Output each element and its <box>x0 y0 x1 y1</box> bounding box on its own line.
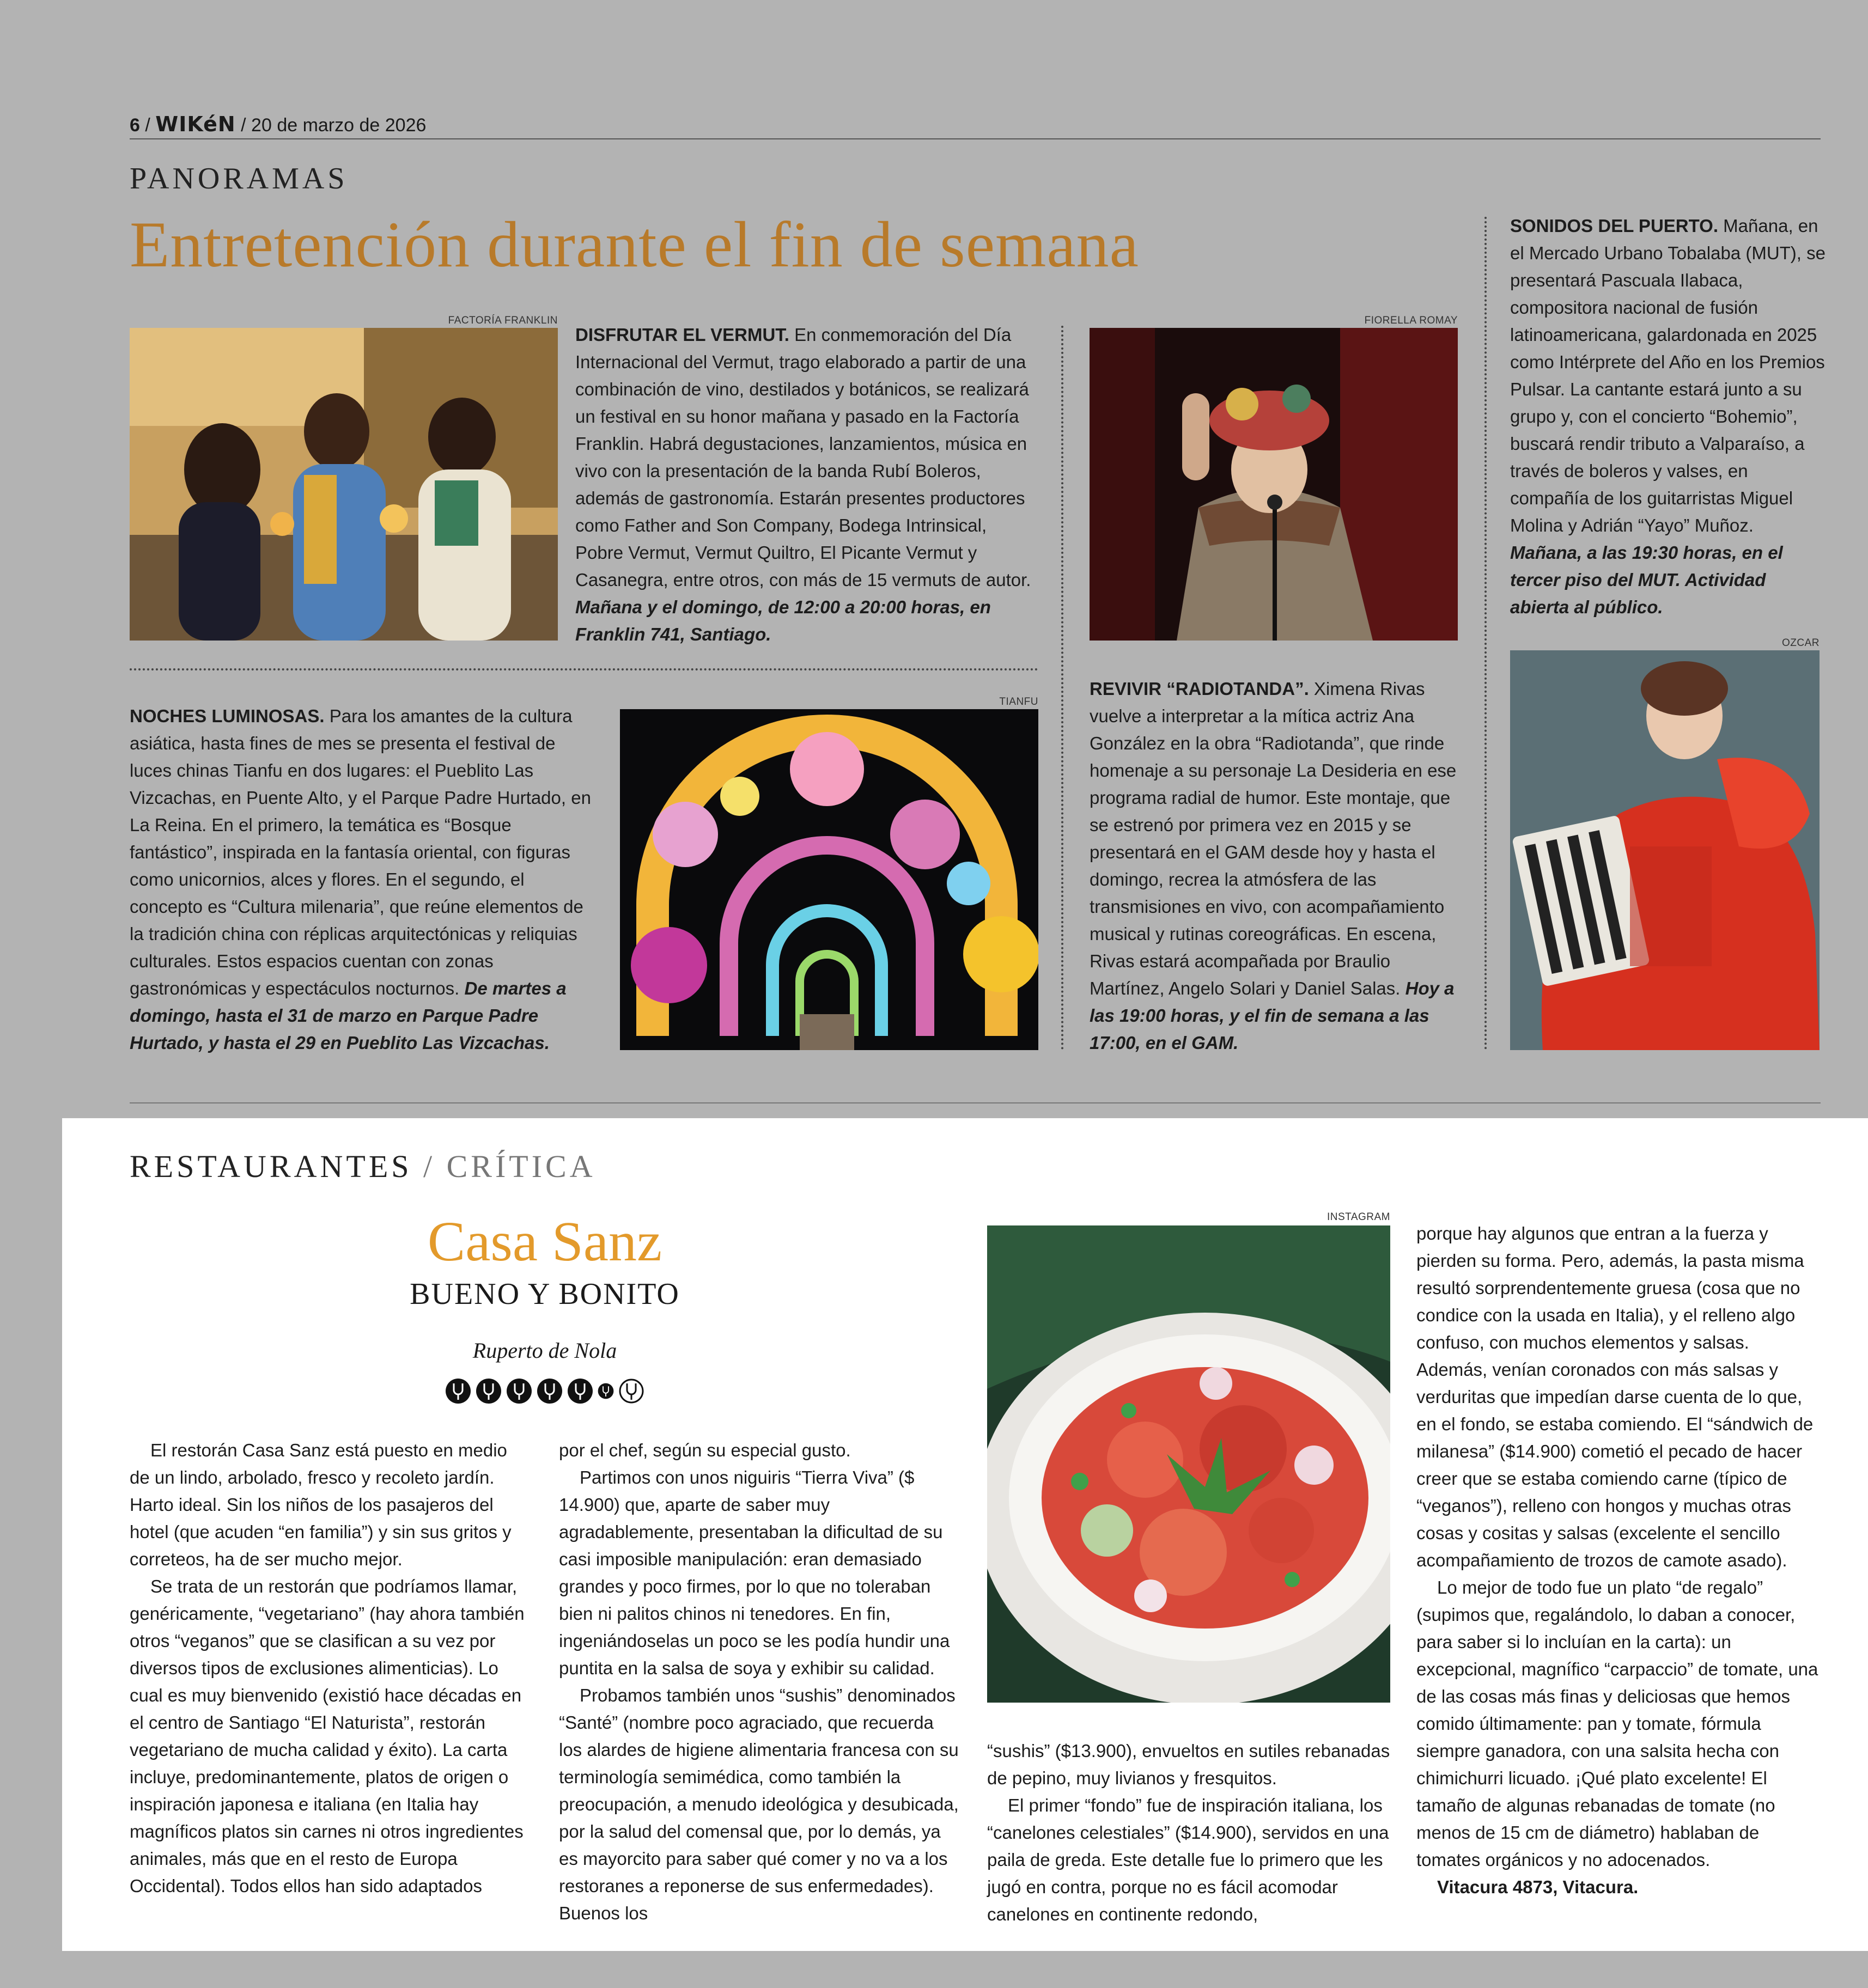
restaurant-tagline: BUENO Y BONITO <box>410 1277 680 1311</box>
vermut-lead: DISFRUTAR EL VERMUT. <box>575 325 789 345</box>
divider-dotted-vertical-2 <box>1484 217 1487 1050</box>
article-noches <box>130 703 593 1057</box>
section-restaurantes-label: RESTAURANTES <box>130 1149 412 1184</box>
review-column-2 <box>559 1437 960 1927</box>
radiotanda-photo <box>1090 328 1458 641</box>
radiotanda-text: Ximena Rivas vuelve a interpretar a la mítica actriz Ana González en la obra “Radiotanda”, que rinde homenaje a su personaje La Desideria en ese programa radial de humor. Este montaje, que se estrenó por primera vez en 2015 y se presentará en el GAM desde hoy y hasta el domingo, recrea la atmósfera de las transmisiones en vivo, con acompañamiento musical y rutinas coreográficas. En escena, Rivas estará acompañada por Braulio Martínez, Angelo Solari y Daniel Salas. <box>1090 679 1457 998</box>
lanterns-photo <box>620 709 1038 1050</box>
photo-credit-sonidos: OZCAR <box>1782 637 1820 649</box>
accordion-photo-illustration <box>1510 650 1820 1050</box>
noches-text: Para los amantes de la cultura asiática, hasta fines de mes se presenta el festival de luces chinas Tianfu en dos lugares: el Pueblito Las Vizcachas, en Puente Alto, y el Parque Padre Hurtado, en La Reina. En el primero, la temática es “Bosque fantástico”, inspirada en la fantasía oriental, con figuras como unicornios, alces y flores. En el segundo, el concepto es “Cultura milenaria”, que reúne elementos de la tradición china con réplicas arquitectónicas y reliquias culturales. Estos espacios cuentan con zonas gastronómicas y espectáculos nocturnos. <box>130 706 591 998</box>
review-col4-paragraph: porque hay algunos que entran a la fuerza y pierden su forma. Pero, además, la pasta misma resultó sorprendentemente gruesa (cosa que no condice con la usada en Italia), y el relleno algo confuso, con muchos elementos y salsas. Además, venían coronados con más salsas y verduritas que impedían darse cuenta de lo que, en el fondo, se estaba comiendo. El “sándwich de milanesa” ($14.900) cometió el pecado de hacer creer que se estaba comiendo carne (típico de “veganos”), relleno con hongos y muchas otras cosas y cositas y salsas (excelente el sencillo acompañamiento de trozos de camote asado). <box>1416 1223 1814 1570</box>
review-col3-paragraph: “sushis” ($13.900), envueltos en sutiles rebanadas de pepino, muy livianos y fresquitos. <box>987 1741 1390 1788</box>
empty-fork-icon <box>618 1378 644 1404</box>
photo-credit-radiotanda: FIORELLA ROMAY <box>1364 315 1458 326</box>
accordion-photo <box>1510 650 1820 1050</box>
article-radiotanda <box>1090 675 1465 1057</box>
review-col1-paragraph: Se trata de un restorán que podríamos llamar, genéricamente, “vegetariano” (hay ahora también otros “veganos” que se clasifican a su vez por diversos tipos de exclusiones alimenticias). Lo cual es muy bienvenido (existió hace décadas en el centro de Santiago “El Naturista”, restorán vegetariano de mucha calidad y éxito). La carta incluye, predominantemente, platos de origen o inspiración japonesa e italiana (en Italia hay magníficos platos sin carnes ni otros ingredientes animales, más que en el resto de Europa Occidental). Todos ellos han sido adaptados <box>130 1576 525 1896</box>
folio-separator: / <box>145 115 150 136</box>
article-vermut <box>575 321 1038 648</box>
sonidos-info: Mañana, a las 19:30 horas, en el tercer piso del MUT. Actividad abierta al público. <box>1510 542 1783 617</box>
vermut-text: En conmemoración del Día Internacional del Vermut, trago elaborado a partir de una combinación de vino, destilados y botánicos, se realizará un festival en su honor mañana y pasado en la Factoría Franklin. Habrá degustaciones, lanzamientos, música en vivo con la presentación de la banda Rubí Boleros, además de gastronomía. Estarán presentes productores como Father and Son Company, Bodega Intrinsical, Pobre Vermut, Vermut Quiltro, El Picante Vermut y Casanegra, entre otros, con más de 15 vermuts de autor. <box>575 325 1031 590</box>
review-author: Ruperto de Nola <box>472 1338 617 1363</box>
folio-date: / 20 de marzo de 2026 <box>241 115 427 136</box>
page-folio <box>130 112 1821 139</box>
panoramas-headline: Entretención durante el fin de semana <box>130 208 1139 280</box>
divider-dotted-horizontal <box>130 668 1038 670</box>
section-separator: / <box>412 1149 447 1184</box>
section-critica-label: CRÍTICA <box>446 1149 596 1184</box>
lanterns-photo-illustration <box>620 709 1038 1050</box>
review-column-4 <box>1416 1220 1822 1901</box>
review-column-3 <box>987 1737 1390 1928</box>
vermut-photo-illustration <box>130 328 558 641</box>
photo-credit-noches: TIANFU <box>999 696 1038 708</box>
photo-credit-instagram: INSTAGRAM <box>1327 1211 1390 1223</box>
radiotanda-lead: REVIVIR “RADIOTANDA”. <box>1090 679 1309 699</box>
fork-icon-5 <box>567 1378 593 1404</box>
rating-forks <box>130 1375 960 1407</box>
photo-credit-vermut: FACTORÍA FRANKLIN <box>448 315 558 326</box>
vermut-photo <box>130 328 558 641</box>
review-col3-paragraph: El primer “fondo” fue de inspiración italiana, los “canelones celestiales” ($14.900), servidos en una paila de greda. Este detalle fue lo primero que les jugó en contra, porque no es fácil acomodar canelones en continente redondo, <box>987 1795 1389 1924</box>
section-panoramas: PANORAMAS <box>130 162 348 196</box>
fork-icon-1 <box>445 1378 471 1404</box>
radiotanda-info: Hoy a las 19:00 horas, y el fin de semana a las 17:00, en el GAM. <box>1090 978 1455 1053</box>
sonidos-lead: SONIDOS DEL PUERTO. <box>1510 216 1719 236</box>
radiotanda-photo-illustration <box>1090 328 1458 641</box>
review-col4-paragraph: Lo mejor de todo fue un plato “de regalo” (supimos que, regalándolo, lo daban a conocer, para saber si lo incluían en la carta): un excepcional, magnífico “carpaccio” de tomate, una de las cosas más finas y deliciosas que hemos comido últimamente: pan y tomate, fórmula siempre ganadora, con una salsita hecha con chimichurri licuado. ¡Qué plato excelente! El tamaño de algunas rebanadas de tomate (no menos de 15 cm de diámetro) hablaban de tomates orgánicos y no adocenados. <box>1416 1577 1818 1870</box>
divider-dotted-vertical-1 <box>1061 326 1063 1050</box>
carpaccio-photo <box>987 1225 1390 1703</box>
page-number: 6 <box>130 115 140 136</box>
half-fork-icon <box>598 1383 614 1399</box>
section-rule <box>130 1102 1821 1103</box>
review-col1-paragraph: El restorán Casa Sanz está puesto en medio de un lindo, arbolado, fresco y recoleto jardín. Harto ideal. Sin los niños de los pasajeros del hotel (que acuden “en familia”) y sin sus gritos y correteos, ha de ser mucho mejor. <box>130 1440 512 1569</box>
carpaccio-photo-illustration <box>987 1225 1390 1703</box>
review-col2-paragraph: por el chef, según su especial gusto. <box>559 1440 851 1460</box>
noches-info: De martes a domingo, hasta el 31 de marzo en Parque Padre Hurtado, y hasta el 29 en Pueblito Las Vizcachas. <box>130 978 567 1053</box>
vermut-info: Mañana y el domingo, de 12:00 a 20:00 horas, en Franklin 741, Santiago. <box>575 597 991 644</box>
sonidos-text: Mañana, en el Mercado Urbano Tobalaba (MUT), se presentará Pascuala Ilabaca, compositora nacional de fusión latinoamericana, galardonada en 2025 como Intérprete del Año en los Premios Pulsar. La cantante estará junto a su grupo y, con el concierto “Bohemio”, buscará rendir tributo a Valparaíso, a través de boleros y valses, en compañía de los guitarristas Miguel Molina y Adrián “Yayo” Muñoz. <box>1510 216 1826 535</box>
article-sonidos <box>1510 212 1826 621</box>
fork-icon-3 <box>506 1378 532 1404</box>
review-col2-paragraph: Probamos también unos “sushis” denominados “Santé” (nombre poco agraciado, que recuerda los alardes de higiene alimentaria francesa con su terminología semimédica, como también la preocupación, a menudo ideológica y desubicada, por la salud del comensal que, por lo demás, ya es mayorcito para saber qué comer y no va a los restoranes a reponerse de sus enfermedades). Buenos los <box>559 1685 959 1923</box>
review-column-1 <box>130 1437 527 1900</box>
brand-logo: WIKéN <box>155 112 236 136</box>
fork-icon-4 <box>537 1378 563 1404</box>
review-col2-paragraph: Partimos con unos niguiris “Tierra Viva” ($ 14.900) que, aparte de saber muy agradablemente, presentaban la dificultad de su casi imposible manipulación: eran demasiado grandes y poco firmes, por lo que no toleraban bien ni palitos chinos ni tenedores. En fin, ingeniándoselas un poco se les podía hundir una puntita en la salsa de soya y exhibir su calidad. <box>559 1467 950 1678</box>
restaurant-address: Vitacura 4873, Vitacura. <box>1437 1877 1639 1897</box>
restaurant-name: Casa Sanz <box>427 1210 662 1273</box>
section-restaurantes <box>130 1148 596 1185</box>
noches-lead: NOCHES LUMINOSAS. <box>130 706 325 726</box>
fork-icon-2 <box>476 1378 502 1404</box>
